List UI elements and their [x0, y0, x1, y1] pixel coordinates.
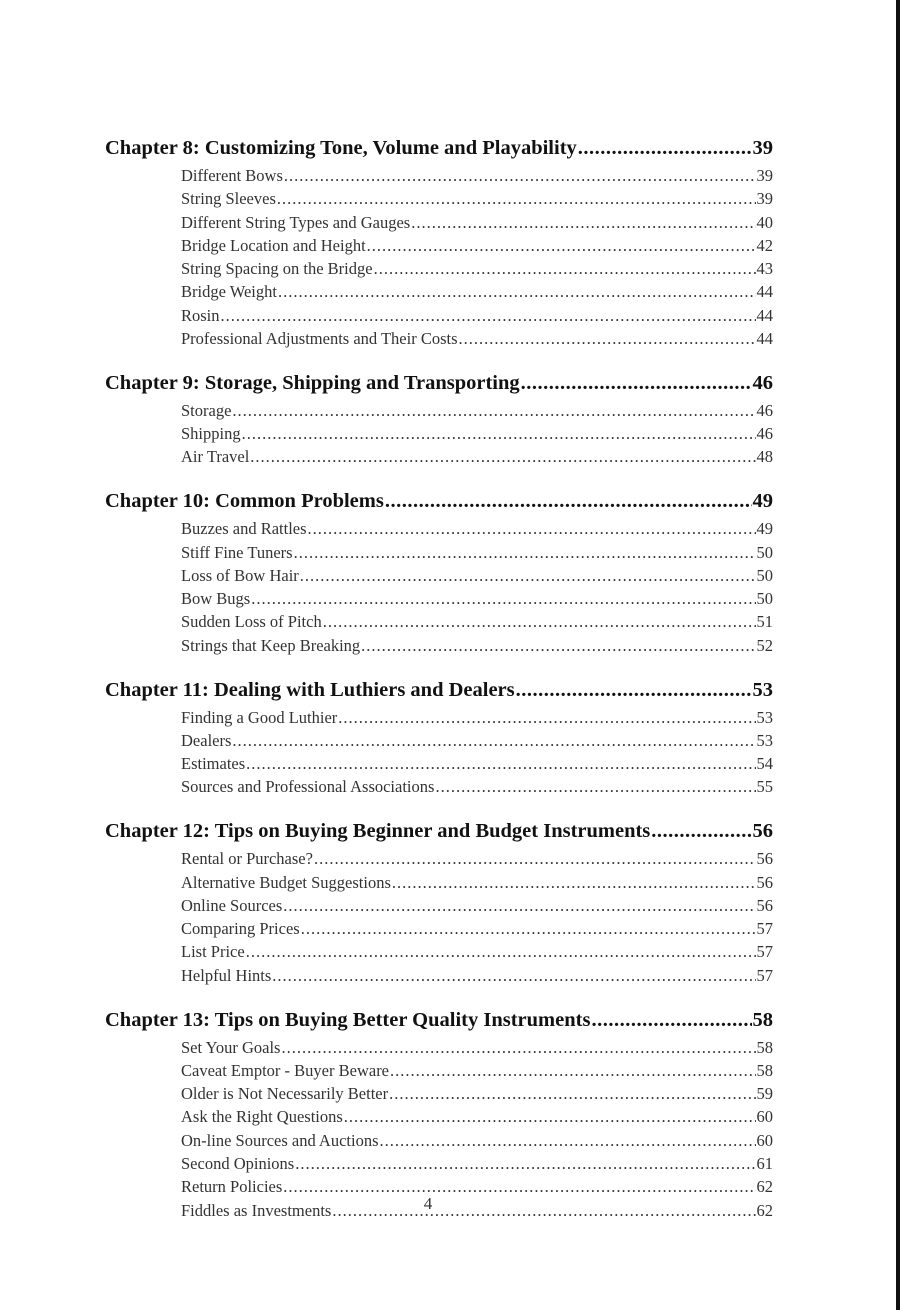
section-page: 42 — [756, 235, 773, 255]
dot-leader — [232, 399, 755, 422]
section-page: 60 — [756, 1107, 773, 1127]
chapter-title: Chapter 10: Common Problems — [105, 490, 384, 513]
section-title: List Price — [181, 942, 245, 962]
dot-leader — [323, 610, 756, 633]
chapter-title: Chapter 12: Tips on Buying Beginner and Budget Instruments — [105, 820, 651, 843]
section-page: 53 — [756, 707, 773, 727]
section-page: 56 — [756, 849, 773, 869]
dot-leader — [284, 164, 756, 187]
chapter-block — [105, 815, 773, 987]
chapter-block — [105, 132, 773, 350]
section-title: Loss of Bow Hair — [181, 565, 299, 585]
section-page: 52 — [756, 635, 773, 655]
chapter-block — [105, 1004, 773, 1222]
dot-leader — [338, 706, 755, 729]
dot-leader — [516, 674, 752, 706]
section-title: Storage — [181, 400, 232, 420]
dot-leader — [380, 1129, 756, 1152]
section-title: Rental or Purchase? — [181, 849, 313, 869]
section-page: 62 — [756, 1200, 773, 1220]
dot-leader — [294, 541, 756, 564]
section-title: Comparing Prices — [181, 919, 300, 939]
chapter-block — [105, 485, 773, 657]
dot-leader — [361, 634, 755, 657]
page-edge — [896, 0, 900, 1310]
section-entry[interactable] — [105, 564, 773, 587]
dot-leader — [295, 1152, 755, 1175]
dot-leader — [246, 940, 756, 963]
section-page: 50 — [756, 542, 773, 562]
dot-leader — [283, 894, 755, 917]
section-title: Bridge Weight — [181, 282, 277, 302]
dot-leader — [374, 257, 756, 280]
section-title: Second Opinions — [181, 1154, 295, 1173]
dot-leader — [300, 564, 756, 587]
section-entry[interactable] — [105, 1105, 773, 1128]
chapter-entry[interactable] — [105, 1004, 773, 1036]
section-page: 54 — [756, 754, 773, 774]
dot-leader — [221, 304, 756, 327]
section-entry[interactable] — [105, 1036, 773, 1059]
section-title: Stiff Fine Tuners — [181, 542, 293, 562]
section-title: Bow Bugs — [181, 589, 251, 609]
section-page: 48 — [756, 447, 773, 467]
section-entry[interactable] — [105, 917, 773, 940]
chapter-page: 53 — [752, 678, 773, 701]
dot-leader — [301, 917, 756, 940]
section-entry[interactable] — [105, 634, 773, 657]
section-title: Different String Types and Gauges — [181, 212, 411, 232]
dot-leader — [314, 847, 756, 870]
section-title: Air Travel — [181, 447, 250, 467]
section-entry[interactable] — [105, 940, 773, 963]
section-entry[interactable] — [105, 610, 773, 633]
section-title: Finding a Good Luthier — [181, 707, 338, 727]
section-entry[interactable] — [105, 587, 773, 610]
section-entry[interactable] — [105, 517, 773, 540]
dot-leader — [392, 871, 756, 894]
chapter-entry[interactable] — [105, 815, 773, 847]
section-page: 56 — [756, 872, 773, 892]
chapter-page: 46 — [752, 371, 773, 394]
section-page: 55 — [756, 777, 773, 797]
chapter-entry[interactable] — [105, 367, 773, 399]
chapter-page: 39 — [752, 137, 773, 159]
section-title: Different Bows — [181, 166, 283, 185]
dot-leader — [651, 815, 751, 847]
section-page: 53 — [756, 730, 773, 750]
section-page: 46 — [756, 424, 773, 444]
section-title: Fiddles as Investments — [181, 1200, 332, 1220]
chapter-block — [105, 367, 773, 469]
dot-leader — [308, 517, 756, 540]
section-entry[interactable] — [105, 1082, 773, 1105]
section-entry[interactable] — [105, 752, 773, 775]
section-entry[interactable] — [105, 257, 773, 280]
dot-leader — [591, 1004, 751, 1036]
dot-leader — [521, 367, 752, 399]
dot-leader — [578, 132, 752, 164]
dot-leader — [435, 775, 755, 798]
section-entry[interactable] — [105, 1152, 773, 1175]
table-of-contents — [105, 132, 773, 1238]
section-entry[interactable] — [105, 775, 773, 798]
section-page: 43 — [756, 259, 773, 279]
chapter-page: 58 — [752, 1008, 773, 1031]
dot-leader — [246, 752, 755, 775]
section-page: 56 — [756, 895, 773, 915]
dot-leader — [389, 1082, 755, 1105]
section-page: 50 — [756, 565, 773, 585]
section-page: 57 — [756, 919, 773, 939]
section-page: 58 — [756, 1037, 773, 1057]
section-title: Buzzes and Rattles — [181, 519, 307, 539]
section-page: 39 — [756, 189, 773, 209]
section-entry[interactable] — [105, 894, 773, 917]
section-title: Sources and Professional Associations — [181, 777, 435, 797]
section-entry[interactable] — [105, 399, 773, 422]
chapter-title: Chapter 13: Tips on Buying Better Quality Instruments — [105, 1008, 591, 1031]
section-page: 44 — [756, 305, 773, 325]
section-page: 61 — [756, 1154, 773, 1173]
section-entry[interactable] — [105, 729, 773, 752]
chapter-title: Chapter 11: Dealing with Luthiers and Dealers — [105, 678, 515, 701]
section-title: Dealers — [181, 730, 232, 750]
dot-leader — [277, 187, 756, 210]
section-title: Estimates — [181, 754, 246, 774]
chapter-page: 56 — [752, 820, 773, 843]
dot-leader — [251, 587, 755, 610]
section-title: Bridge Location and Height — [181, 235, 366, 255]
section-title: Sudden Loss of Pitch — [181, 612, 322, 632]
section-title: Helpful Hints — [181, 965, 272, 985]
section-title: Return Policies — [181, 1177, 283, 1197]
dot-leader — [344, 1105, 756, 1128]
section-page: 59 — [756, 1084, 773, 1104]
chapter-entry[interactable] — [105, 485, 773, 517]
section-entry[interactable] — [105, 304, 773, 327]
section-entry[interactable] — [105, 706, 773, 729]
section-title: Online Sources — [181, 895, 283, 915]
section-entry[interactable] — [105, 327, 773, 350]
section-entry[interactable] — [105, 422, 773, 445]
dot-leader — [232, 729, 755, 752]
dot-leader — [242, 422, 756, 445]
page-number: 4 — [423, 1194, 433, 1213]
dot-leader — [278, 280, 756, 303]
section-page: 57 — [756, 965, 773, 985]
chapter-block — [105, 674, 773, 799]
section-page: 51 — [756, 612, 773, 632]
section-page: 60 — [756, 1130, 773, 1150]
chapter-page: 49 — [752, 490, 773, 513]
section-title: On-line Sources and Auctions — [181, 1130, 379, 1150]
section-page: 57 — [756, 942, 773, 962]
section-title: Older is Not Necessarily Better — [181, 1084, 389, 1104]
section-page: 44 — [756, 282, 773, 302]
section-title: Shipping — [181, 424, 241, 444]
section-page: 49 — [756, 519, 773, 539]
dot-leader — [459, 327, 756, 350]
section-page: 39 — [756, 166, 773, 185]
section-entry[interactable] — [105, 164, 773, 187]
section-title: Ask the Right Questions — [181, 1107, 343, 1127]
section-entry[interactable] — [105, 1129, 773, 1152]
section-page: 58 — [756, 1060, 773, 1080]
dot-leader — [411, 211, 755, 234]
section-entry[interactable] — [105, 187, 773, 210]
chapter-entry[interactable] — [105, 674, 773, 706]
section-entry[interactable] — [105, 211, 773, 234]
section-page: 46 — [756, 400, 773, 420]
section-entry[interactable] — [105, 234, 773, 257]
section-entry[interactable] — [105, 541, 773, 564]
section-title: Alternative Budget Suggestions — [181, 872, 391, 892]
section-title: Strings that Keep Breaking — [181, 635, 361, 655]
section-title: Set Your Goals — [181, 1037, 281, 1057]
section-page: 62 — [756, 1177, 773, 1197]
chapter-title: Chapter 9: Storage, Shipping and Transporting — [105, 371, 520, 394]
section-entry[interactable] — [105, 964, 773, 987]
dot-leader — [250, 445, 755, 468]
section-title: String Sleeves — [181, 189, 276, 209]
section-title: Caveat Emptor - Buyer Beware — [181, 1060, 390, 1080]
dot-leader — [367, 234, 756, 257]
section-title: Rosin — [181, 305, 220, 325]
dot-leader — [281, 1036, 755, 1059]
dot-leader — [390, 1059, 755, 1082]
section-entry[interactable] — [105, 1059, 773, 1082]
section-entry[interactable] — [105, 847, 773, 870]
section-page: 40 — [756, 212, 773, 232]
section-entry[interactable] — [105, 280, 773, 303]
section-page: 50 — [756, 589, 773, 609]
section-title: Professional Adjustments and Their Costs — [181, 329, 458, 349]
section-page: 44 — [756, 329, 773, 349]
dot-leader — [272, 964, 755, 987]
section-entry[interactable] — [105, 445, 773, 468]
section-entry[interactable] — [105, 871, 773, 894]
dot-leader — [385, 485, 752, 517]
chapter-entry[interactable] — [105, 132, 773, 164]
chapter-title: Chapter 8: Customizing Tone, Volume and Playability — [105, 137, 577, 159]
section-title: String Spacing on the Bridge — [181, 259, 373, 279]
